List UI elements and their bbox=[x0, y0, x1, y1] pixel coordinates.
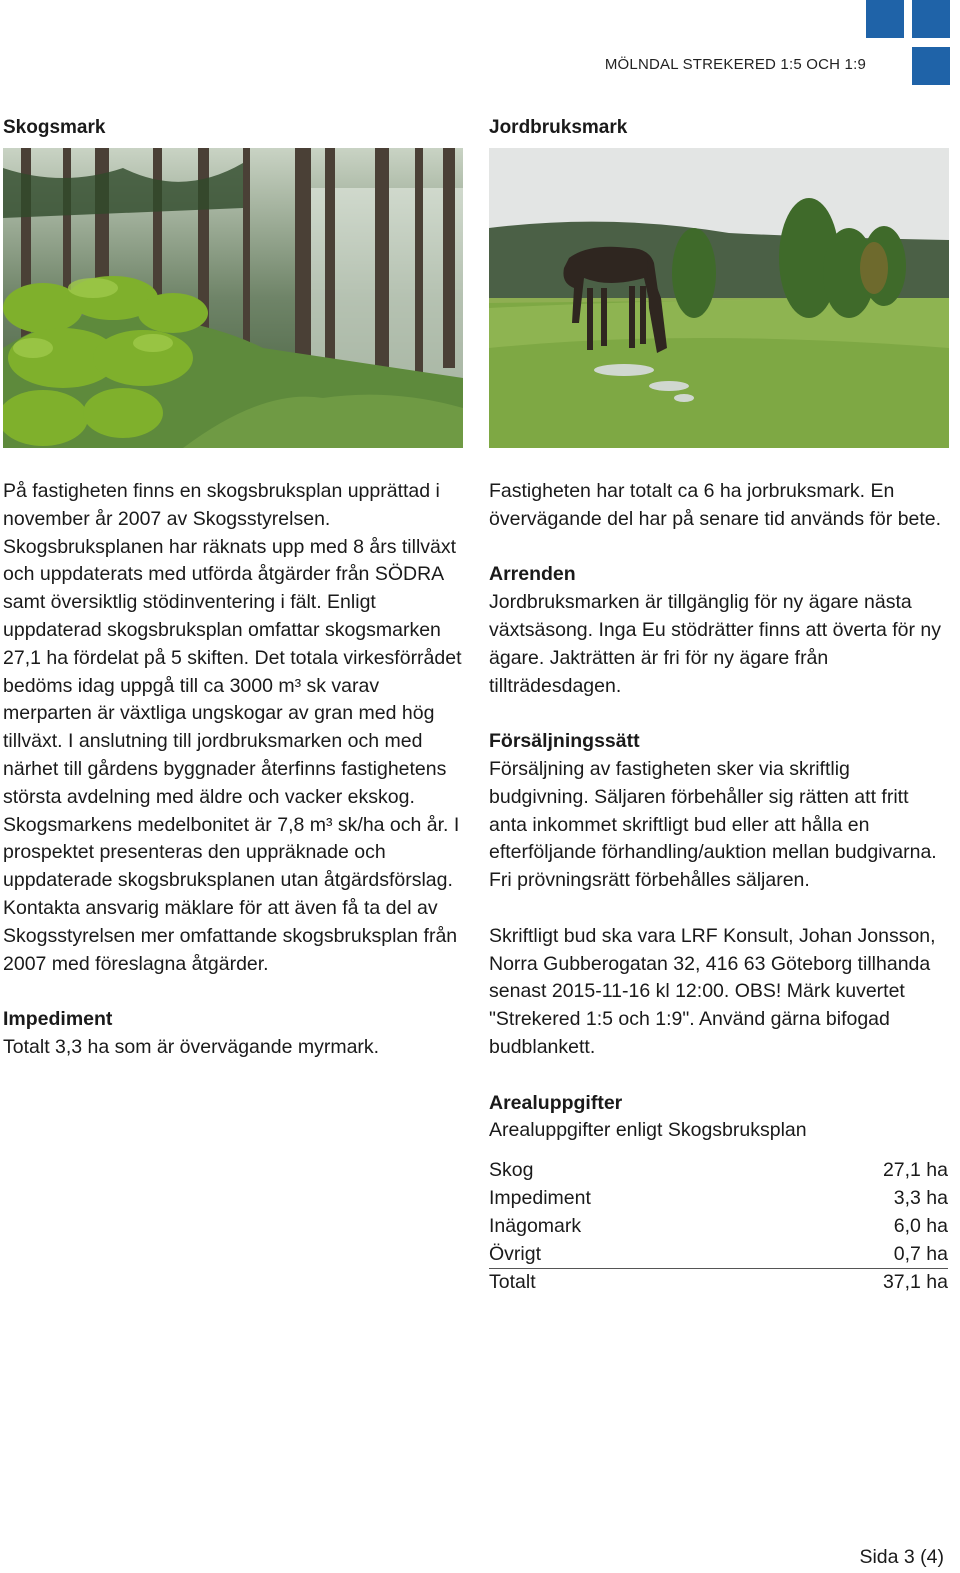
farmland-photo bbox=[489, 148, 949, 448]
area-value: 27,1 ha bbox=[882, 1159, 948, 1182]
table-row bbox=[489, 1241, 948, 1269]
table-row bbox=[489, 1157, 948, 1185]
area-table bbox=[489, 1157, 948, 1297]
forest-photo bbox=[3, 148, 463, 448]
area-label: Övrigt bbox=[489, 1242, 542, 1265]
forest-description: På fastigheten finns en skogsbruksplan upprättad i november år 2007 av Skogsstyrelsen. Skogsbruksplanen har räknats upp med 8 års tillväxt och uppdaterats med utförda åtgärder från SÖDRA samt översiktlig stödinventering i fält. Enligt uppdaterad skogsbruksplan omfattar skogsmarken 27,1 ha fördelat på 5 skiften. Det totala virkesförrådet bedöms idag uppgå till ca 3000 m³ sk varav merparten är växtliga ungskogar av gran med hög tillväxt. I anslutning till jordbruksmarken och med närhet till gårdens byggnader återfinns fastighetens största avdelning med äldre och vacker ekskog. Skogsmarkens medelbonitet är 7,8 m³ sk/ha och år. I prospektet presenteras den uppräknade och uppdaterade skogsbruksplanen utan åtgärdsförslag. Kontakta ansvarig mäklare för att även få ta del av Skogsstyrelsen mer omfattande skogsbruksplan från 2007 med föreslagna åtgärder. bbox=[3, 480, 462, 975]
farmland-text-block bbox=[489, 478, 951, 1297]
farmland-intro: Fastigheten har totalt ca 6 ha jorbruksmark. En övervägande del har på senare tid används för bete. bbox=[489, 480, 942, 530]
impediment-text: Totalt 3,3 ha som är övervägande myrmark. bbox=[3, 1035, 380, 1058]
sale-text: Försäljning av fastigheten sker via skriftlig budgivning. Säljaren förbehåller sig rätten att fritt anta inkommet skriftligt bud eller att hålla en efterföljande förhandling/auktion mellan budgivarna. Fri prövningsrätt förbehålles säljaren. bbox=[489, 757, 937, 892]
area-label: Impediment bbox=[489, 1186, 591, 1209]
farmland-section bbox=[489, 116, 949, 448]
forest-section bbox=[3, 116, 463, 448]
page-number: Sida 3 (4) bbox=[859, 1546, 944, 1568]
page-header-title: MÖLNDAL STREKERED 1:5 OCH 1:9 bbox=[604, 56, 866, 73]
area-subheading: Arealuppgifter enligt Skogsbruksplan bbox=[489, 1119, 807, 1142]
impediment-heading: Impediment bbox=[3, 1008, 113, 1031]
table-row bbox=[489, 1185, 948, 1213]
area-total-label: Totalt bbox=[489, 1269, 769, 1297]
table-total-row bbox=[489, 1269, 948, 1297]
table-row bbox=[489, 1213, 948, 1241]
area-heading: Arealuppgifter bbox=[489, 1091, 623, 1114]
farmland-heading: Jordbruksmark bbox=[489, 117, 628, 138]
sale-heading: Försäljningssätt bbox=[489, 730, 640, 753]
area-value: 3,3 ha bbox=[893, 1186, 948, 1209]
bid-instructions: Skriftligt bud ska vara LRF Konsult, Johan Jonsson, Norra Gubberogatan 32, 416 63 Göteborg tillhanda senast 2015-11-16 kl 12:00. OBS! Märk kuvertet "Strekered 1:5 och 1:9". Använd gärna bifogad budblankett. bbox=[489, 924, 936, 1058]
logo-square bbox=[912, 47, 950, 85]
arrenden-text: Jordbruksmarken är tillgänglig för ny ägare nästa växtsäsong. Inga Eu stödrätter finns att överta för ny ägare. Jakträtten är fri för ny ägare från tillträdesdagen. bbox=[489, 591, 941, 697]
forest-text-block bbox=[3, 478, 465, 1062]
area-value: 6,0 ha bbox=[893, 1214, 948, 1237]
area-total-value: 37,1 ha bbox=[769, 1269, 948, 1297]
forest-heading: Skogsmark bbox=[3, 117, 106, 138]
arrenden-heading: Arrenden bbox=[489, 563, 576, 586]
area-value: 0,7 ha bbox=[893, 1242, 948, 1265]
logo-square bbox=[912, 0, 950, 38]
logo-square bbox=[866, 0, 904, 38]
area-label: Skog bbox=[489, 1159, 534, 1182]
company-logo bbox=[866, 0, 952, 86]
area-label: Inägomark bbox=[489, 1214, 582, 1237]
